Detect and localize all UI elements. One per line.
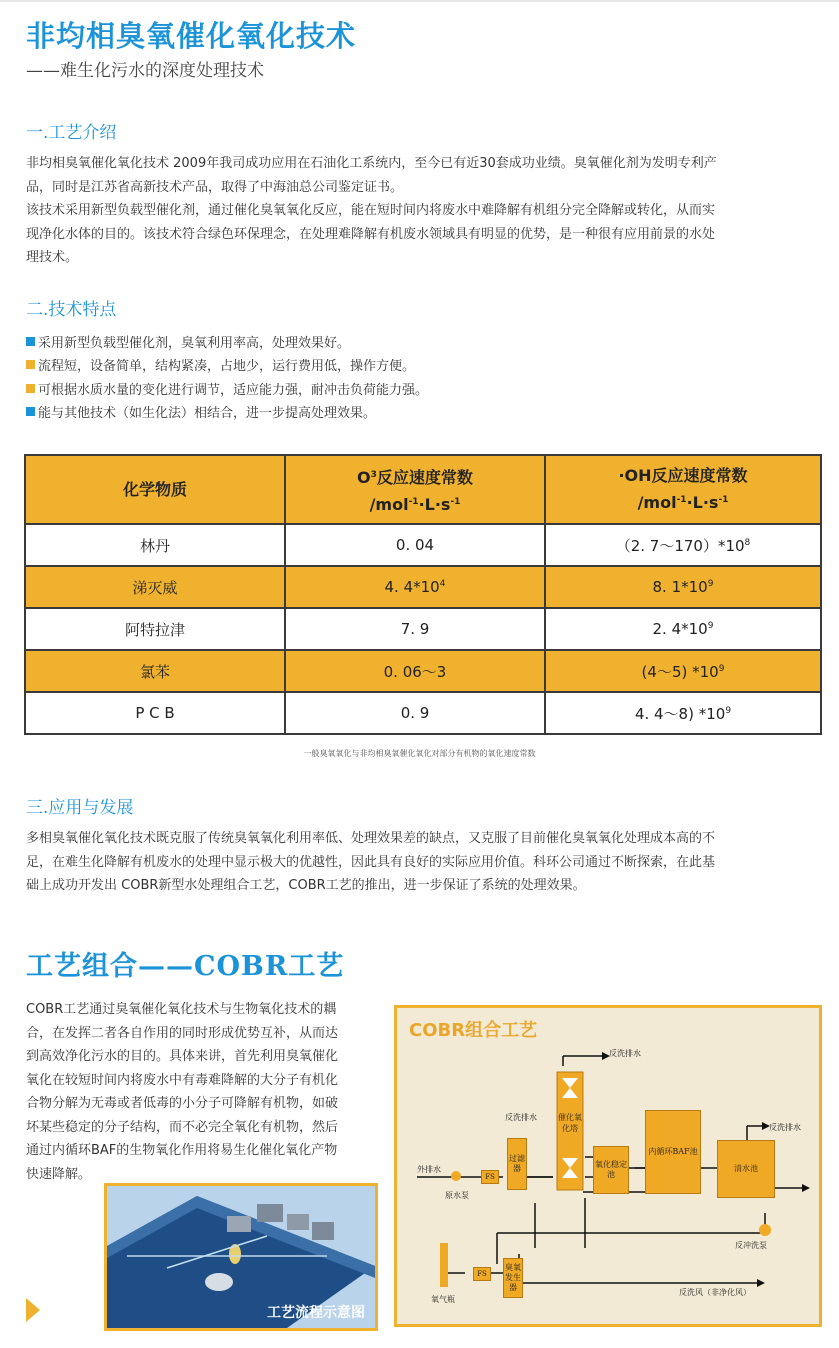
cobr-line: 通过内循环BAF的生物氧化作用将易生化催化氧化产物 (26, 1143, 338, 1158)
ozone-generator-box: 臭氧发生器 (503, 1258, 523, 1298)
label-backwash-air: 反洗风（非净化风） (679, 1288, 751, 1297)
top-divider (0, 0, 839, 2)
cobr-process-diagram (394, 1005, 822, 1327)
intro-line: 理技术。 (26, 250, 79, 265)
cell-substance: 涕灭威 (25, 566, 285, 608)
feature-item (26, 379, 428, 398)
intro-line: 现净化水体的目的。该技术符合绿色环保理念，在处理难降解有机废水领域具有明显的优势，是一种很有应用前景的水处 (26, 226, 716, 242)
cell-o3: 0. 9 (285, 692, 545, 734)
cell-substance: 阿特拉津 (25, 608, 285, 650)
cobr-heading: 工艺组合——COBR工艺 (26, 951, 345, 982)
cell-o3: 4. $4*10^4$ (285, 566, 545, 608)
label-backwash-right: 反洗排水 (769, 1123, 801, 1132)
catalytic-tower-label: 催化氧化塔 (558, 1113, 582, 1133)
table-row (25, 692, 821, 734)
intro-line: 非均相臭氧催化氧化技术 2009年我司成功应用在石油化工系统内，至今已有近30套成功业绩。臭氧催化剂为发明专利产 (26, 156, 717, 171)
flow-sensor-1: FS (481, 1170, 499, 1184)
cobr-line: 快速降解。 (26, 1166, 92, 1182)
feature-item (26, 402, 376, 421)
cell-substance: 氯苯 (25, 650, 285, 692)
cobr-line: 到高效净化污水的目的。具体来讲，首先利用臭氧催化 (26, 1049, 339, 1064)
cell-o3: 7. 9 (285, 608, 545, 650)
page-title: 非均相臭氧催化氧化技术 (26, 19, 357, 53)
label-inflow: 外排水 (417, 1165, 441, 1174)
table-row (25, 566, 821, 608)
cobr-paragraph (26, 998, 382, 1186)
process-illustration (104, 1183, 378, 1331)
bullet-square-icon (26, 337, 35, 346)
header-cell-substance: 化学物质 (25, 455, 285, 524)
section-heading-intro: 一.工艺介绍 (26, 123, 117, 143)
cobr-line: 氧化在较短时间内将废水中有毒难降解的大分子有机化 (26, 1072, 339, 1088)
feature-text: 能与其他技术（如生化法）相结合，进一步提高处理效果。 (38, 406, 377, 421)
bullet-square-icon (26, 407, 35, 416)
feature-text: 可根据水质水量的变化进行调节，适应能力强，耐冲击负荷能力强。 (38, 383, 429, 398)
label-backwash-pump: 反冲洗泵 (735, 1241, 767, 1250)
cell-oh: (4～5) $*10^9$ (545, 650, 821, 692)
section-heading-features: 二.技术特点 (26, 300, 117, 320)
page-subtitle: ——难生化污水的深度处理技术 (26, 61, 264, 81)
intro-paragraph (26, 152, 816, 270)
baf-pool-box: 内循环BAF池 (645, 1110, 701, 1194)
bullet-square-icon (26, 384, 35, 393)
feature-item (26, 332, 350, 351)
rate-constant-table (24, 454, 822, 735)
label-backwash-top: 反洗排水 (609, 1049, 641, 1058)
clear-pool-box: 清水池 (717, 1140, 775, 1198)
cobr-line: 合物分解为无毒或者低毒的小分子可降解有机物，如破 (26, 1096, 339, 1111)
label-raw-pump: 原水泵 (445, 1191, 469, 1200)
cobr-line: 坏某些稳定的分子结构，而不必完全氧化有机物，然后 (26, 1119, 339, 1135)
photo-caption: 工艺流程示意图 (267, 1305, 365, 1321)
feature-text: 采用新型负载型催化剂，臭氧利用率高，处理效果好。 (38, 336, 351, 351)
header-cell-o3: $O^3$反应速度常数 $/mol^{-1}\cdot L\cdot s^{-1}$ (285, 455, 545, 524)
cobr-line: COBR工艺通过臭氧催化氧化技术与生物氧化技术的耦 (26, 1002, 337, 1017)
cell-oh: 4. 4～8) $*10^9$ (545, 692, 821, 734)
cell-oh: 8. $1*10^9$ (545, 566, 821, 608)
label-backwash-left: 反洗排水 (505, 1113, 537, 1122)
table-row (25, 608, 821, 650)
table-header-row (25, 455, 821, 524)
table-row (25, 524, 821, 566)
cell-o3: 0. 06～3 (285, 650, 545, 692)
table-row (25, 650, 821, 692)
application-line: 足，在难生化降解有机废水的处理中显示极大的优越性，因此具有良好的实际应用价值。科环公司通过不断探索，在此基 (26, 854, 716, 870)
label-oxygen-bottle: 氧气瓶 (431, 1295, 455, 1304)
cell-oh: （2. $7\sim 170)*10^8$ (545, 524, 821, 566)
feature-item (26, 355, 415, 374)
cobr-line: 合，在发挥二者各自作用的同时形成优势互补，从而达 (26, 1025, 339, 1041)
filter-box: 过滤器 (507, 1138, 527, 1190)
diagram-title: COBR组合工艺 (409, 1020, 538, 1041)
intro-line: 该技术采用新型负载型催化剂，通过催化臭氧氧化反应，能在短时间内将废水中难降解有机组分完全降解或转化，从而实 (26, 203, 716, 218)
cell-oh: 2. $4*10^9$ (545, 608, 821, 650)
stabilize-pool-box: 氧化稳定池 (593, 1146, 629, 1194)
feature-text: 流程短，设备简单，结构紧凑，占地少，运行费用低，操作方便。 (38, 359, 416, 374)
application-line: 多相臭氧催化氧化技术既克服了传统臭氧氧化利用率低、处理效果差的缺点，又克服了目前催化臭氧氧化处理成本高的不 (26, 831, 716, 846)
intro-line: 品，同时是江苏省高新技术产品，取得了中海油总公司鉴定证书。 (26, 179, 404, 195)
header-cell-oh: ·OH反应速度常数 $/mol^{-1}\cdot L\cdot s^{-1}$ (545, 455, 821, 524)
cell-substance: P C B (25, 692, 285, 734)
cell-substance: 林丹 (25, 524, 285, 566)
cell-o3: 0. 04 (285, 524, 545, 566)
triangle-arrow-icon (26, 1298, 40, 1322)
table-caption: 一般臭氧氧化与非均相臭氧催化氧化对部分有机物的氧化速度常数 (303, 749, 536, 758)
flow-sensor-2: FS (473, 1267, 491, 1281)
application-line: 础上成功开发出 COBR新型水处理组合工艺，COBR工艺的推出，进一步保证了系统的处理效果。 (26, 878, 586, 893)
section-heading-application: 三.应用与发展 (26, 798, 134, 818)
bullet-square-icon (26, 360, 35, 369)
application-paragraph (26, 827, 816, 898)
